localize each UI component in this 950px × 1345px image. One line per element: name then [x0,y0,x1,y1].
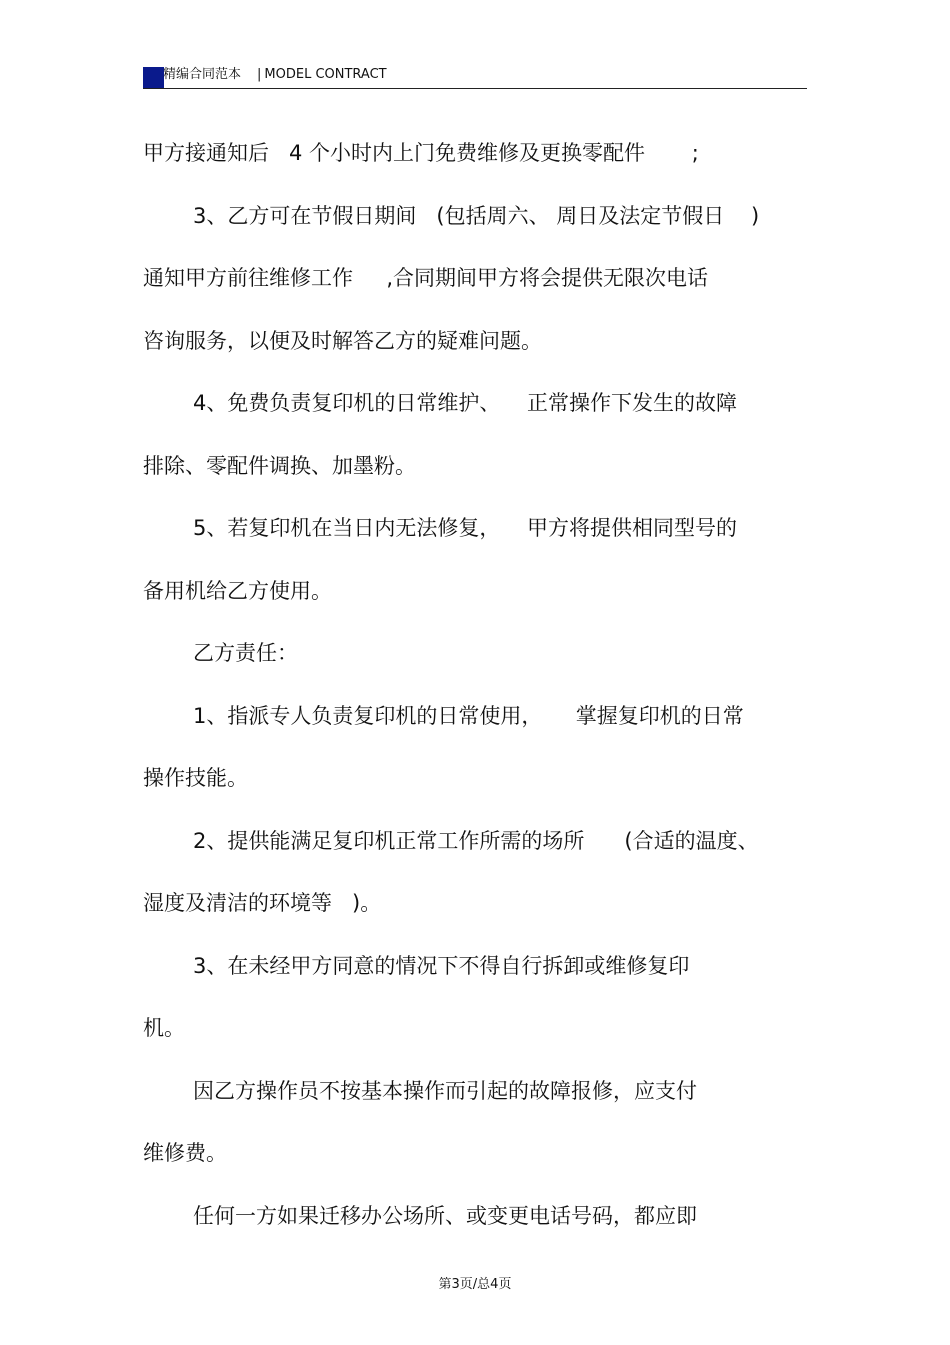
header-divider [143,88,807,89]
body-line: 操作技能。 [143,766,248,790]
body-line: 1、指派专人负责复印机的日常使用， 掌握复印机的日常 [193,704,744,728]
body-line: 4、免费负责复印机的日常维护、 正常操作下发生的故障 [193,391,738,415]
body-line: 2、提供能满足复印机正常工作所需的场所 (合适的温度、 [193,829,759,853]
body-line: 湿度及清洁的环境等 )。 [143,891,382,915]
body-line: 机。 [143,1016,185,1040]
body-line: 排除、零配件调换、加墨粉。 [143,454,416,478]
header-text [163,66,387,84]
section-heading: 乙方责任： [193,641,298,665]
body-line: 任何一方如果迁移办公场所、或变更电话号码，都应即 [193,1204,697,1228]
body-line: 通知甲方前往维修工作 ,合同期间甲方将会提供无限次电话 [143,266,709,290]
body-line: 5、若复印机在当日内无法修复， 甲方将提供相同型号的 [193,516,738,540]
page-number: 第3页/总4页 [438,1277,512,1292]
header-subtitle: MODEL CONTRACT [264,67,387,82]
body-line: 咨询服务，以便及时解答乙方的疑难问题。 [143,329,542,353]
body-line: 因乙方操作员不按基本操作而引起的故障报修，应支付 [193,1079,697,1103]
body-line: 3、乙方可在节假日期间 (包括周六、 周日及法定节假日 ) [193,204,760,228]
page-header [143,64,807,90]
header-logo-block [143,67,164,88]
header-separator: | [257,67,262,82]
body-line: 维修费。 [143,1141,227,1165]
header-title: 精编合同范本 [163,67,242,82]
body-line: 甲方接通知后 4 个小时内上门免费维修及更换零配件 ; [143,141,699,165]
body-line: 3、在未经甲方同意的情况下不得自行拆卸或维修复印 [193,954,690,978]
body-line: 备用机给乙方使用。 [143,579,332,603]
